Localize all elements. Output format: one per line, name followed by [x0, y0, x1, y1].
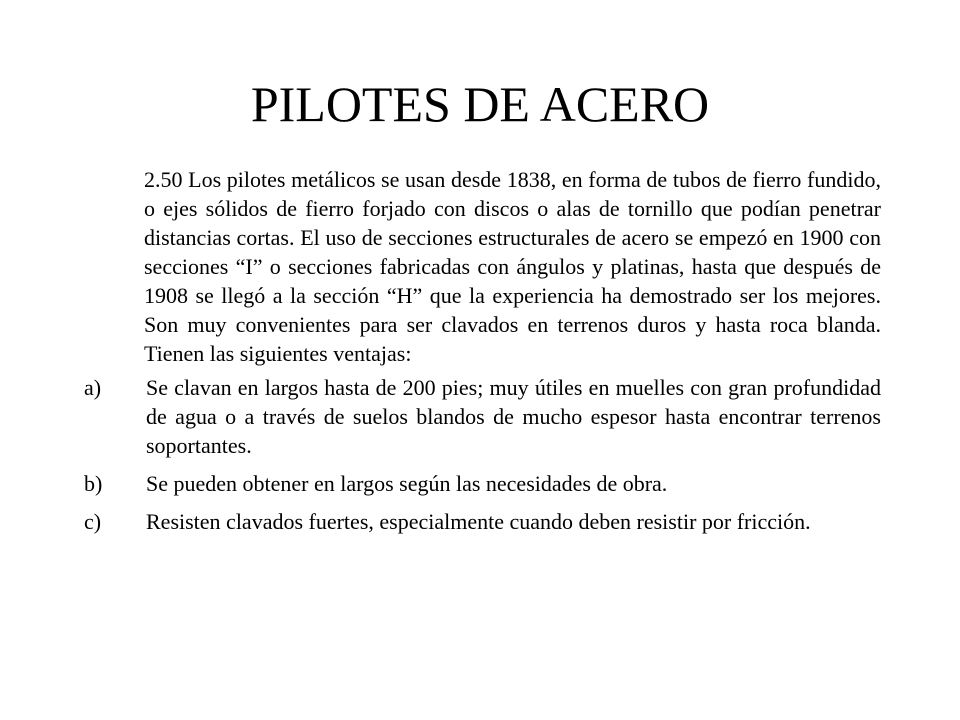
- intro-paragraph: 2.50 Los pilotes metálicos se usan desde 1838, en forma de tubos de fierro fundido, o ejes sólidos de fierro forjado con discos o alas de tornillo que podían penetrar distancias cortas. El uso de secciones estructurales de acero se empezó en 1900 con secciones “I” o secciones fabricadas con ángulos y platinas, hasta que después de 1908 se llegó a la sección “H” que la experiencia ha demostrado ser los mejores. Son muy convenientes para ser clavados en terrenos duros y hasta roca blanda. Tienen las siguientes ventajas:: [144, 167, 881, 366]
- slide-body: [84, 165, 881, 545]
- list-item-text: Se clavan en largos hasta de 200 pies; muy útiles en muelles con gran profundidad de agua o a través de suelos blandos de mucho espesor hasta encontrar terrenos soportantes.: [146, 375, 881, 458]
- list-item: [84, 373, 881, 460]
- list-item: [84, 469, 881, 498]
- list-marker: b): [84, 471, 103, 496]
- list-marker: a): [84, 375, 102, 400]
- list-item: [84, 507, 881, 536]
- advantages-list: [84, 373, 881, 536]
- list-item-text: Resisten clavados fuertes, especialmente cuando deben resistir por fricción.: [146, 509, 811, 534]
- slide-title: PILOTES DE ACERO: [250, 76, 710, 132]
- list-marker: c): [84, 509, 102, 534]
- list-item-text: Se pueden obtener en largos según las necesidades de obra.: [146, 471, 668, 496]
